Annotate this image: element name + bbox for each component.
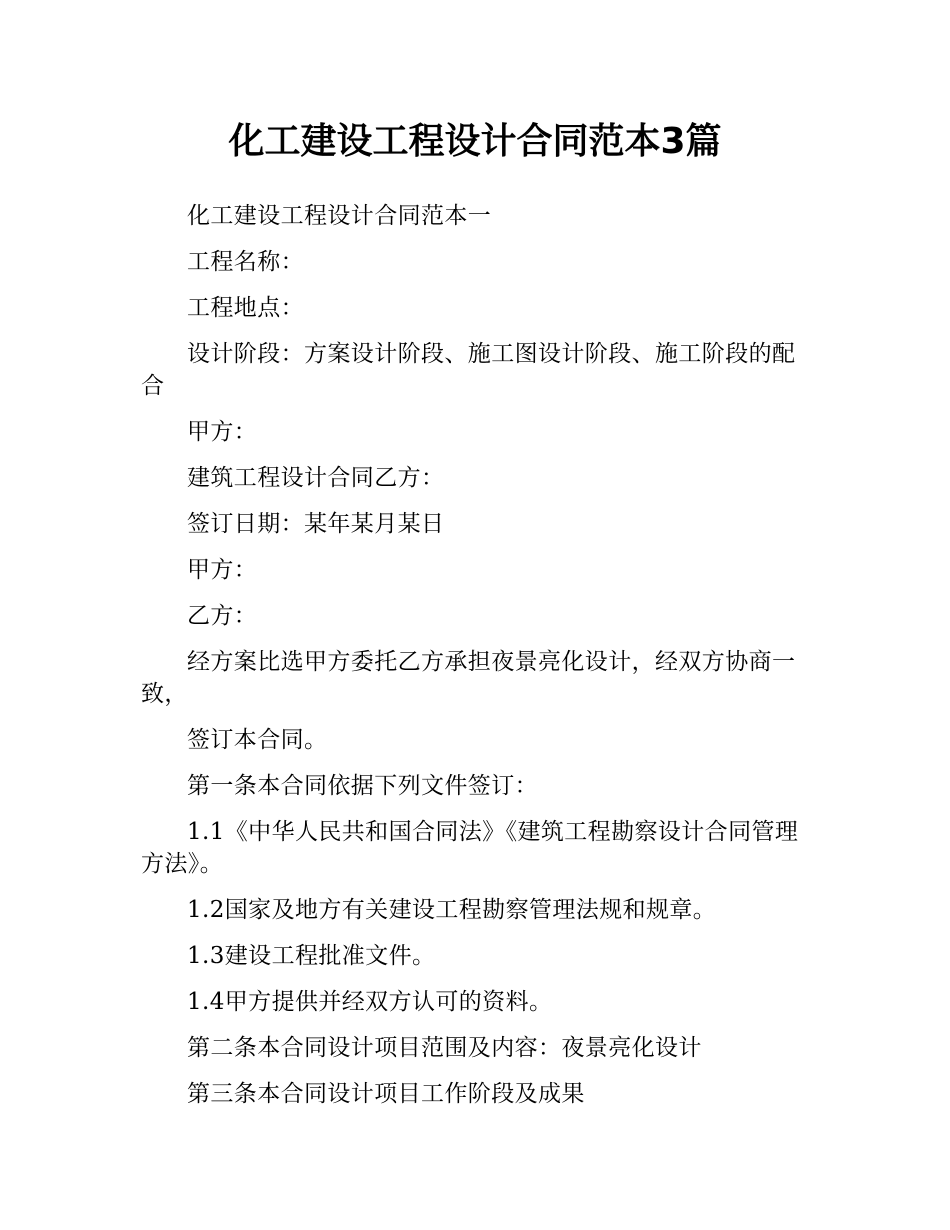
paragraph-clause-1-4: 1.4甲方提供并经双方认可的资料。 — [187, 989, 553, 1015]
paragraph-article-1: 第一条本合同依据下列文件签订： — [187, 773, 538, 799]
paragraph-party-a-2: 甲方： — [187, 557, 258, 583]
paragraph-party-b: 建筑工程设计合同乙方： — [187, 465, 445, 491]
paragraph-contract-heading: 化工建设工程设计合同范本一 — [187, 203, 492, 229]
paragraph-project-name: 工程名称： — [187, 249, 304, 275]
paragraph-design-stage: 设计阶段：方案设计阶段、施工图设计阶段、施工阶段的配合 — [141, 341, 796, 399]
paragraph-party-a: 甲方： — [187, 419, 258, 445]
paragraph-preamble-end: 签订本合同。 — [187, 727, 328, 753]
paragraph-party-b-2: 乙方： — [187, 603, 258, 629]
paragraph-signing-date: 签订日期：某年某月某日 — [187, 511, 445, 537]
paragraph-clause-1-3: 1.3建设工程批准文件。 — [187, 943, 436, 969]
document-title: 化工建设工程设计合同范本3篇 — [228, 121, 722, 162]
paragraph-article-2: 第二条本合同设计项目范围及内容：夜景亮化设计 — [187, 1035, 702, 1061]
paragraph-clause-1-1: 1.1《中华人民共和国合同法》《建筑工程勘察设计合同管理方法》。 — [141, 819, 799, 877]
paragraph-project-location: 工程地点： — [187, 295, 304, 321]
paragraph-preamble: 经方案比选甲方委托乙方承担夜景亮化设计，经双方协商一致， — [141, 649, 796, 707]
paragraph-article-3: 第三条本合同设计项目工作阶段及成果 — [187, 1081, 585, 1107]
paragraph-clause-1-2: 1.2国家及地方有关建设工程勘察管理法规和规章。 — [187, 897, 717, 923]
document-body — [141, 200, 806, 1124]
